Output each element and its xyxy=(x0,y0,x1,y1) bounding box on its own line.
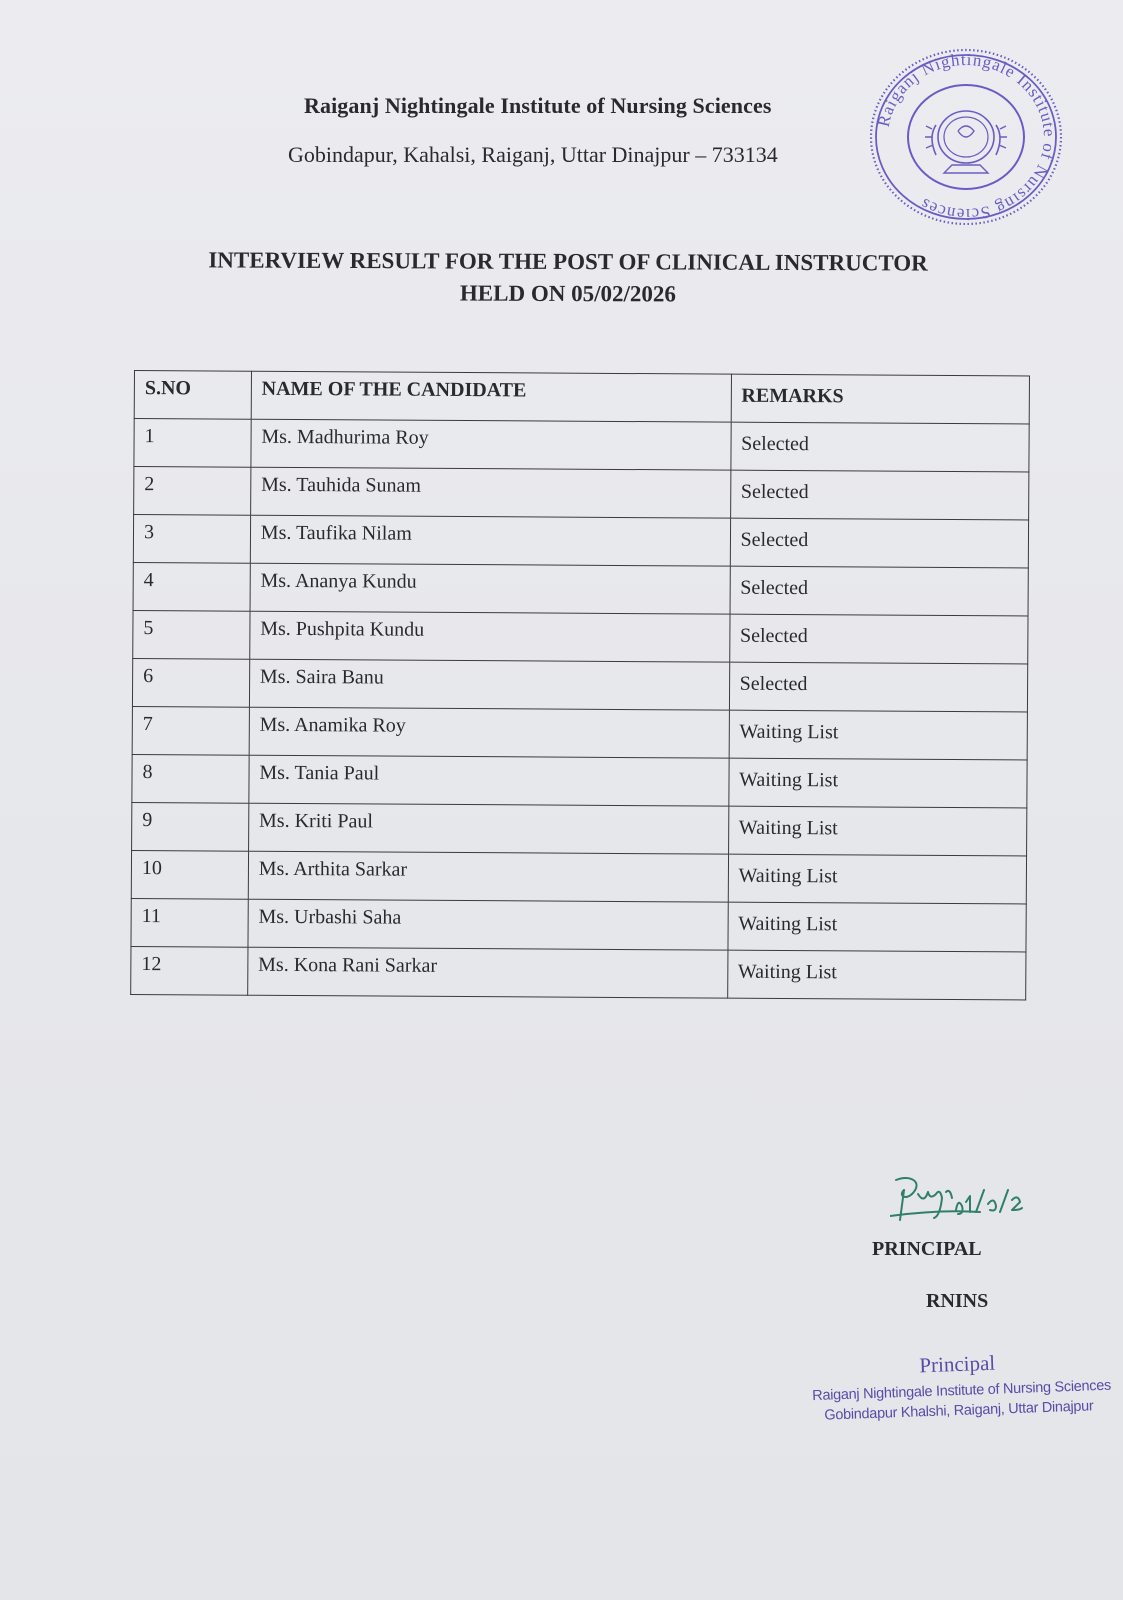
table-row xyxy=(133,515,1028,568)
table-header-row xyxy=(134,371,1029,424)
cell-remarks: Waiting List xyxy=(728,902,1027,952)
cell-sno: 2 xyxy=(134,467,251,516)
cell-remarks: Selected xyxy=(730,470,1029,520)
cell-remarks: Waiting List xyxy=(728,758,1027,808)
org-abbreviation: RNINS xyxy=(926,1290,989,1312)
institute-address: Gobindapur, Kahalsi, Raiganj, Uttar Dinajpur – 733134 xyxy=(288,142,778,167)
cell-name: Ms. Saira Banu xyxy=(249,659,729,710)
cell-remarks: Waiting List xyxy=(729,710,1028,760)
principal-seal xyxy=(811,1347,1112,1424)
cell-sno: 8 xyxy=(132,754,249,803)
cell-sno: 3 xyxy=(133,515,250,564)
document-title xyxy=(0,244,1123,313)
results-table xyxy=(130,370,1030,1000)
cell-name: Ms. Ananya Kundu xyxy=(250,563,730,614)
cell-name: Ms. Pushpita Kundu xyxy=(250,611,730,662)
cell-name: Ms. Urbashi Saha xyxy=(248,899,728,950)
cell-remarks: Selected xyxy=(729,662,1028,712)
cell-sno: 12 xyxy=(131,946,248,995)
title-line-1: INTERVIEW RESULT FOR THE POST OF CLINICAL INSTRUCTOR xyxy=(208,247,928,276)
table-row xyxy=(133,610,1028,663)
cell-name: Ms. Taufika Nilam xyxy=(250,515,730,566)
cell-sno: 7 xyxy=(132,706,249,755)
header-name: NAME OF THE CANDIDATE xyxy=(251,371,731,422)
svg-text:Pinju 10/02/26: Pinju 10/02/26 xyxy=(890,1172,896,1173)
table-row xyxy=(131,946,1026,999)
table-row xyxy=(134,467,1029,520)
cell-name: Ms. Kona Rani Sarkar xyxy=(247,947,727,998)
table-row xyxy=(133,562,1028,615)
cell-sno: 9 xyxy=(132,802,249,851)
cell-name: Ms. Tania Paul xyxy=(249,755,729,806)
cell-remarks: Selected xyxy=(730,566,1029,616)
table-row xyxy=(131,898,1026,951)
principal-label: PRINCIPAL xyxy=(872,1238,982,1260)
cell-remarks: Selected xyxy=(731,422,1030,472)
table-row xyxy=(131,850,1026,903)
cell-sno: 10 xyxy=(131,850,248,899)
cell-sno: 1 xyxy=(134,419,251,468)
cell-sno: 6 xyxy=(132,658,249,707)
table-row xyxy=(132,754,1027,807)
table-row xyxy=(132,802,1027,855)
cell-sno: 4 xyxy=(133,562,250,611)
cell-remarks: Selected xyxy=(730,518,1029,568)
cell-remarks: Waiting List xyxy=(728,806,1027,856)
cell-name: Ms. Arthita Sarkar xyxy=(248,851,728,902)
cell-name: Ms. Madhurima Roy xyxy=(251,419,731,470)
seal-institute: Raiganj Nightingale Institute of Nursing Sciences xyxy=(812,1377,1112,1405)
institute-name: Raiganj Nightingale Institute of Nursing Sciences xyxy=(304,93,772,118)
cell-name: Ms. Tauhida Sunam xyxy=(250,467,730,518)
table-row xyxy=(134,419,1029,472)
cell-remarks: Waiting List xyxy=(727,950,1026,1000)
institute-stamp xyxy=(866,45,1066,225)
table-body xyxy=(131,419,1030,1000)
header-sno: S.NO xyxy=(134,371,251,420)
header-remarks: REMARKS xyxy=(731,374,1030,424)
cell-sno: 11 xyxy=(131,898,248,947)
table-row xyxy=(132,658,1027,711)
seal-title: Principal xyxy=(918,1350,996,1378)
cell-name: Ms. Kriti Paul xyxy=(248,803,728,854)
cell-sno: 5 xyxy=(133,610,250,659)
cell-name: Ms. Anamika Roy xyxy=(249,707,729,758)
svg-text:Raiganj Nightingale Institute: Raiganj Nightingale Institute of Nursing Sciences xyxy=(873,49,1060,225)
principal-signature xyxy=(890,1172,1060,1242)
table-row xyxy=(132,706,1027,759)
seal-address: Gobindapur Khalshi, Raiganj, Uttar Dinajpur xyxy=(824,1398,1094,1424)
title-line-2: HELD ON 05/02/2026 xyxy=(459,280,676,307)
cell-remarks: Waiting List xyxy=(728,854,1027,904)
cell-remarks: Selected xyxy=(729,614,1028,664)
